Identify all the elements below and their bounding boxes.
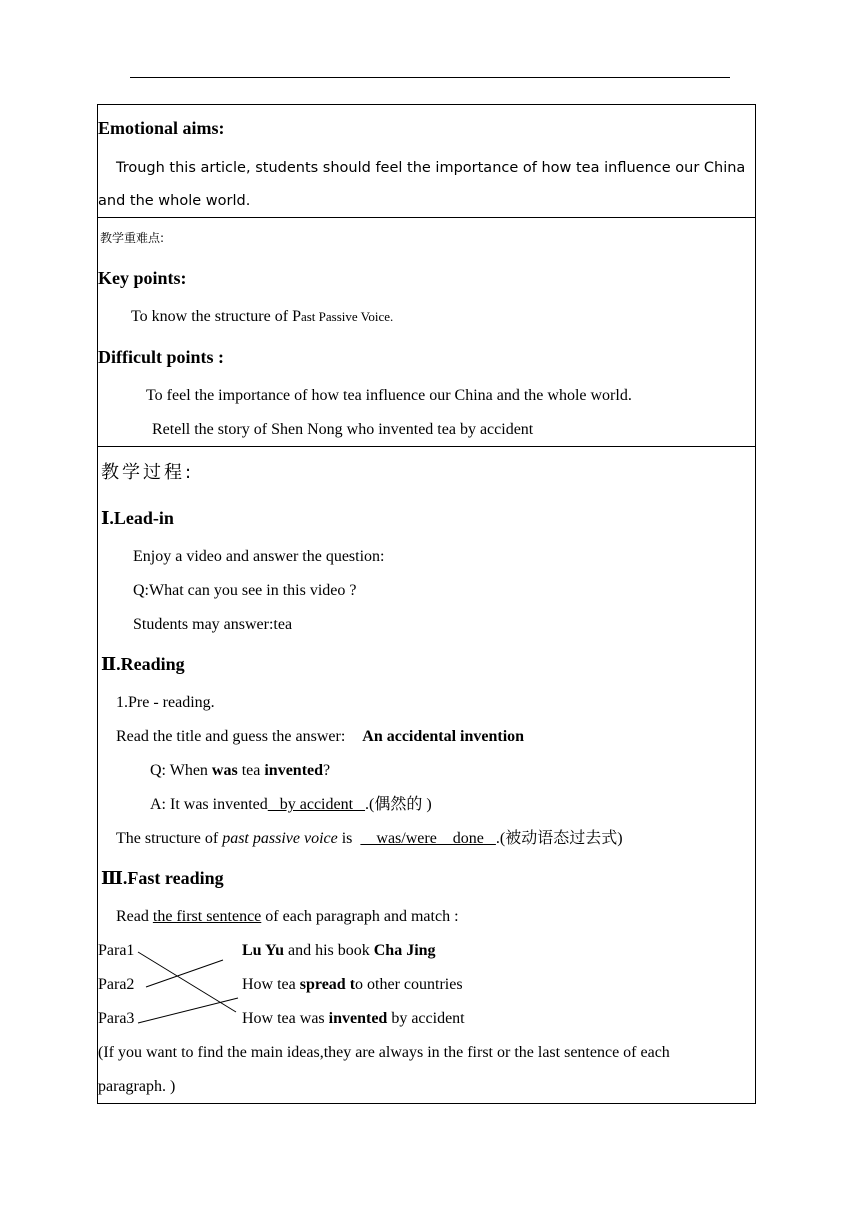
key-points-heading: Key points: <box>98 268 187 288</box>
note-line1: (If you want to find the main ideas,they are always in the first or the last sentence of each <box>98 1044 670 1061</box>
key-difficult-label: 教学重难点: <box>100 231 165 245</box>
lead-in-heading: Ⅰ.Lead-in <box>101 508 174 528</box>
reading-heading: Ⅱ.Reading <box>101 654 185 674</box>
answer-line: A: It was invented by accident .(偶然的 ) <box>150 796 432 813</box>
structure-line: The structure of past passive voice is was/were done .(被动语态过去式) <box>116 830 623 847</box>
emotional-aims-cell <box>98 105 755 217</box>
fast-reading-instruction: Read the first sentence of each paragraph and match : <box>116 908 459 925</box>
match-option-3: How tea was invented by accident <box>242 1010 465 1027</box>
key-points-cell <box>98 217 755 446</box>
lead-in-line1: Enjoy a video and answer the question: <box>133 548 385 565</box>
structure-blank: was/were done <box>360 830 496 847</box>
match-line-para2 <box>146 960 223 987</box>
para-label-2: Para2 <box>98 976 135 993</box>
header-rule <box>130 77 730 78</box>
fast-reading-heading: Ⅲ.Fast reading <box>101 868 224 888</box>
pre-reading-label: 1.Pre - reading. <box>116 694 215 711</box>
difficult-points-line2: Retell the story of Shen Nong who invented tea by accident <box>152 421 534 438</box>
match-line-para3 <box>138 998 238 1023</box>
key-points-text: To know the structure of Past Passive Voice. <box>131 308 394 325</box>
title-guess-line: Read the title and guess the answer: An accidental invention <box>116 728 525 745</box>
lead-in-line3: Students may answer:tea <box>133 616 293 633</box>
para-label-1: Para1 <box>98 942 135 959</box>
teaching-process-label: 教学过程: <box>101 462 195 483</box>
lesson-plan-table <box>97 104 756 1104</box>
note-line2: paragraph. ) <box>98 1078 176 1095</box>
emotional-aims-heading: Emotional aims: <box>98 118 225 138</box>
para-label-3: Para3 <box>98 1010 135 1027</box>
question-line: Q: When was tea invented? <box>150 762 331 779</box>
match-line-para1 <box>138 952 236 1012</box>
emotional-aims-text-line2: and the whole world. <box>98 193 251 209</box>
difficult-points-heading: Difficult points : <box>98 347 224 367</box>
match-option-2: How tea spread to other countries <box>242 976 463 993</box>
emotional-aims-text-line1: Trough this article, students should feel the importance of how tea influence our China <box>116 160 746 176</box>
teaching-process-cell <box>98 446 755 1103</box>
lead-in-line2: Q:What can you see in this video ? <box>133 582 357 599</box>
difficult-points-line1: To feel the importance of how tea influence our China and the whole world. <box>146 387 632 404</box>
match-option-1: Lu Yu and his book Cha Jing <box>242 942 436 959</box>
answer-blank: by accident <box>267 796 366 813</box>
